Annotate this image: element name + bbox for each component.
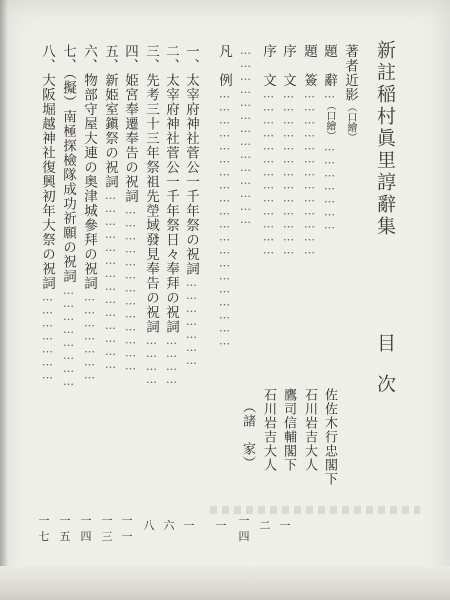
toc-entry[interactable]: 八、大阪堀越神社復興初年大祭の祝詞………………… <box>39 44 55 382</box>
entry-title: （擬）南極探檢隊成功祈願の祝詞 <box>60 73 76 284</box>
page-number: 一 <box>215 519 227 532</box>
front-label: 序 文 <box>280 44 296 88</box>
front-matter-item: 序 文………………………………… <box>260 44 276 257</box>
front-label: 題 簽 <box>301 44 317 88</box>
entry-title: 太宰府神社菅公一千年祭の祝詞 <box>183 73 199 276</box>
front-label: 題 辭 <box>321 44 337 88</box>
front-label: 序 文 <box>260 44 276 88</box>
binding-shadow <box>0 0 8 600</box>
entry-title: 新姫室鎭祭の祝詞 <box>102 73 118 189</box>
page-number: 一五 <box>59 514 71 543</box>
front-matter-item: 題 簽………………………………… <box>301 44 317 257</box>
front-name: 佐佐木行忠閣下 <box>322 388 337 486</box>
front-matter-item: 題 辭…（口繪）………………… <box>321 44 337 232</box>
entry-title: 太宰府神社菅公一千年祭日々奉拜の祝詞 <box>163 73 179 334</box>
toc-entry[interactable]: 二、太宰府神社菅公一千年祭日々奉拜の祝詞………… <box>163 44 179 386</box>
entry-number: 二、 <box>163 44 179 73</box>
front-label: 著者近影 <box>342 44 358 102</box>
entry-number: 八、 <box>39 44 55 73</box>
front-matter-item: 凡 例…………………………………………………… <box>216 44 232 348</box>
toc-entry[interactable]: 一、太宰府神社菅公一千年祭の祝詞………………… <box>183 44 199 367</box>
entry-title: 姫宮奉遷奉告の祝詞 <box>122 73 138 204</box>
page-number: 一四 <box>238 514 250 543</box>
page-number: 一四 <box>80 514 92 543</box>
front-name: （諸 家） <box>240 400 255 470</box>
page-number: 二 <box>259 519 271 532</box>
page-number: 一七 <box>38 514 50 543</box>
page-bottom-edge <box>0 566 450 600</box>
front-matter-item: …………………………………… <box>239 44 252 226</box>
entry-number: 六、 <box>81 44 97 73</box>
front-name: 石川岩吉大人 <box>261 388 276 472</box>
toc-entry[interactable]: 四、姫宮奉遷奉告の祝詞………………………………… <box>122 44 138 373</box>
page-number: 一 <box>183 519 195 532</box>
entry-title: 大阪堀越神社復興初年大祭の祝詞 <box>39 73 55 291</box>
entry-number: 一、 <box>183 44 199 73</box>
page-number: 一三 <box>101 514 113 543</box>
front-matter-item <box>340 44 360 142</box>
front-note: （口繪） <box>324 100 335 141</box>
entry-title: 物部守屋大連の奥津城參拜の祝詞 <box>81 73 97 291</box>
show-through-text <box>210 506 420 514</box>
entry-title: 先考三十三年祭祖先塋域發見奉告の祝詞 <box>143 73 159 334</box>
entry-number: 三、 <box>143 44 159 73</box>
front-name: 石川岩吉大人 <box>302 388 317 472</box>
entry-number: 四、 <box>122 44 138 73</box>
page-number: 八 <box>143 519 155 532</box>
front-note: （口繪） <box>345 102 356 142</box>
page-number: 一一 <box>121 514 133 543</box>
toc-heading: 目次 <box>374 333 396 415</box>
front-matter-item: 序 文………………………………… <box>280 44 296 257</box>
toc-entry[interactable]: 三、先考三十三年祭祖先塋域發見奉告の祝詞………… <box>143 44 159 386</box>
book-title: 新註稲村眞里諄辭集 <box>374 40 396 238</box>
front-label: 凡 例 <box>216 44 232 88</box>
page-number: 一 <box>279 519 291 532</box>
page-number: 六 <box>163 519 175 532</box>
front-name: 鷹司信輔閣下 <box>281 388 296 472</box>
entry-number: 七、 <box>60 44 76 73</box>
toc-entry[interactable]: 六、物部守屋大連の奥津城參拜の祝詞………………… <box>81 44 97 382</box>
toc-entry[interactable]: 七、（擬）南極探檢隊成功祈願の祝詞…………………… <box>60 44 76 388</box>
toc-entry[interactable]: 五、新姫室鎭祭の祝詞…………………………………… <box>102 44 118 371</box>
entry-number: 五、 <box>102 44 118 73</box>
